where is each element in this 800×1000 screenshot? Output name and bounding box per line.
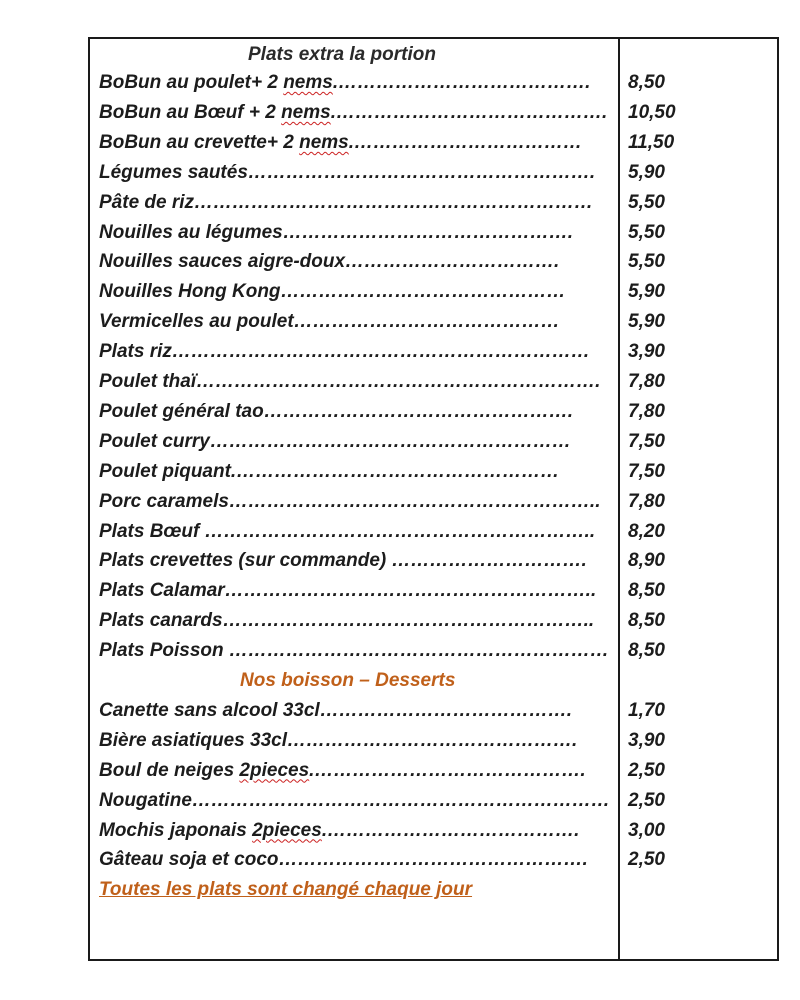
menu-item-price: 10,50 xyxy=(628,101,676,123)
menu-item-text: Plats Poisson …………………………………………………… xyxy=(99,640,609,662)
menu-item-name xyxy=(99,161,595,185)
menu-item-text: Plats riz………………………………………………………… xyxy=(99,341,590,363)
menu-item-price: 5,90 xyxy=(628,161,665,183)
section-header-plats: Plats extra la portion xyxy=(248,44,436,65)
menu-item-text: Poulet curry………………………………………………… xyxy=(99,430,571,452)
menu-item-text: Poulet thaï………………………………………………………. xyxy=(99,371,601,392)
menu-item-price: 5,90 xyxy=(628,311,665,333)
footer-note[interactable]: Toutes les plats sont changé chaque jour xyxy=(99,879,473,901)
menu-item-price: 7,50 xyxy=(628,460,665,482)
menu-item-name xyxy=(99,221,573,245)
menu-table xyxy=(88,37,779,961)
menu-item-text: Nouilles au légumes………………………………………. xyxy=(99,221,573,243)
menu-item-name xyxy=(99,310,560,334)
menu-item-text: BoBun au crevette+ 2 xyxy=(99,131,300,153)
menu-item-price: 7,80 xyxy=(628,490,665,512)
menu-item-text: Plats Calamar………………………………………………….. xyxy=(99,580,597,602)
menu-item-name xyxy=(99,848,588,872)
menu-item-name xyxy=(99,549,587,573)
menu-item-text: Pâte de riz……………………………………………………… xyxy=(99,191,594,213)
menu-item-price: 8,50 xyxy=(628,640,665,662)
menu-item-text: Mochis japonais xyxy=(99,819,253,841)
menu-item-text: Plats crevettes (sur commande) …………………………. xyxy=(99,550,587,572)
spellcheck-word: nems xyxy=(283,72,333,93)
menu-item-name xyxy=(99,340,590,364)
menu-item-leader: .……………………………………. xyxy=(330,101,608,123)
menu-item-text: Bière asiatiques 33cl………………………………………. xyxy=(99,729,578,751)
menu-item-text: BoBun au Bœuf + 2 xyxy=(99,101,282,123)
menu-item-price: 5,50 xyxy=(628,251,665,273)
spellcheck-word: nems xyxy=(299,131,349,153)
menu-item-name xyxy=(99,430,571,454)
menu-item-name xyxy=(99,250,559,274)
menu-item-name xyxy=(99,400,573,424)
column-divider xyxy=(618,39,620,959)
spellcheck-word: 2pieces xyxy=(239,759,310,781)
menu-item-name xyxy=(99,131,582,155)
menu-item-name xyxy=(99,490,600,514)
menu-item-leader: .……………………………………. xyxy=(309,759,586,781)
menu-item-price: 11,50 xyxy=(628,131,675,153)
menu-item-name xyxy=(99,370,600,394)
menu-item-name xyxy=(99,579,596,603)
menu-item-text: Vermicelles au poulet…………………………………… xyxy=(99,311,560,333)
menu-item-text: Plats Bœuf …………………………………………………….. xyxy=(99,520,596,542)
menu-item-price: 2,50 xyxy=(628,759,665,781)
menu-item-price: 1,70 xyxy=(628,699,665,721)
menu-item-price: 7,80 xyxy=(628,400,665,422)
menu-item-price: 8,20 xyxy=(628,520,665,542)
menu-item-name xyxy=(99,699,572,723)
menu-item-text: Poulet général tao…………………………………………. xyxy=(99,400,573,422)
menu-item-price: 7,80 xyxy=(628,371,665,392)
menu-item-text: Nouilles Hong Kong……………………………………… xyxy=(99,281,566,303)
menu-item-name xyxy=(99,609,594,633)
menu-item-text: Nouilles sauces aigre-doux……………………………. xyxy=(99,251,560,273)
menu-item-text: BoBun au poulet+ 2 xyxy=(99,72,284,93)
menu-item-text: Nougatine………………………………………………………… xyxy=(99,789,610,811)
menu-item-text: Canette sans alcool 33cl…………………………………. xyxy=(99,699,572,721)
spellcheck-word: 2pieces xyxy=(252,819,322,841)
menu-item-name xyxy=(99,71,590,95)
menu-item-name xyxy=(99,759,586,783)
menu-item-name xyxy=(99,460,559,484)
menu-item-price: 5,50 xyxy=(628,191,665,213)
menu-item-name xyxy=(99,819,579,843)
section-header-boissons-desserts: Nos boisson – Desserts xyxy=(240,670,456,691)
menu-item-name xyxy=(99,789,610,813)
menu-item-name xyxy=(99,280,566,304)
menu-item-price: 2,50 xyxy=(628,789,665,811)
menu-item-name xyxy=(99,191,593,215)
menu-item-price: 2,50 xyxy=(628,849,665,871)
menu-item-price: 7,50 xyxy=(628,430,665,452)
spellcheck-word: nems xyxy=(281,101,331,123)
menu-item-price: 3,00 xyxy=(628,819,665,841)
menu-item-price: 8,50 xyxy=(628,72,665,93)
menu-item-leader: .…………………………………. xyxy=(332,72,591,93)
menu-item-text: Gâteau soja et coco…………………………………………. xyxy=(99,849,588,871)
menu-item-text: Boul de neiges xyxy=(99,759,240,781)
menu-item-name xyxy=(99,639,609,663)
menu-item-price: 5,90 xyxy=(628,281,665,303)
menu-item-price: 8,50 xyxy=(628,610,665,632)
menu-item-text: Légumes sautés………………………………………………. xyxy=(99,161,596,183)
menu-item-price: 8,90 xyxy=(628,550,665,572)
menu-item-name xyxy=(99,520,595,544)
menu-item-leader: .…………………………………. xyxy=(321,819,580,841)
menu-item-name xyxy=(99,101,607,125)
menu-item-leader: .……………………………… xyxy=(348,131,583,153)
menu-item-price: 5,50 xyxy=(628,221,665,243)
menu-item-name xyxy=(99,729,577,753)
menu-item-text: Porc caramels………………………………………………….. xyxy=(99,490,601,512)
menu-item-price: 3,90 xyxy=(628,729,665,751)
menu-item-text: Plats canards………………………………………………….. xyxy=(99,610,595,632)
menu-item-price: 8,50 xyxy=(628,580,665,602)
menu-item-price: 3,90 xyxy=(628,341,665,363)
menu-item-text: Poulet piquant.…………………………………………… xyxy=(99,460,560,482)
